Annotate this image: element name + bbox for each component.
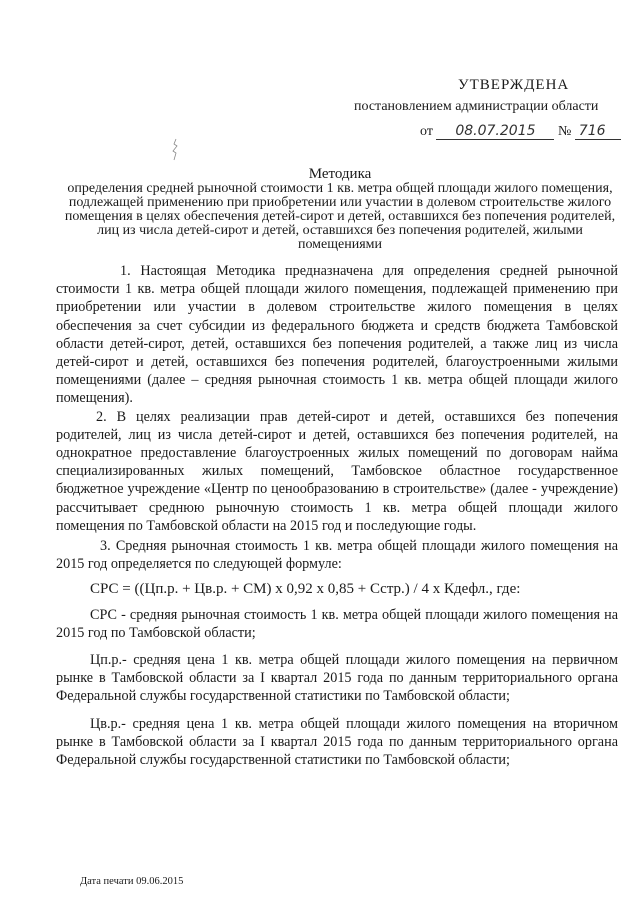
- document-title: Методика: [308, 166, 372, 182]
- handwritten-date: 08.07.2015: [436, 123, 554, 140]
- approval-block: [340, 76, 620, 142]
- approved-title: УТВЕРЖДЕНА: [458, 77, 570, 93]
- print-date: Дата печати 09.06.2015: [80, 876, 184, 887]
- from-label: от: [420, 124, 433, 139]
- pen-mark: [170, 138, 180, 162]
- definition-cpr: Цп.р.- средняя цена 1 кв. метра общей площади жилого помещения на первичном рынке в Тамбовской области за I квартал 2015 года по данным территориального органа Федеральной службы государственной статистики по Тамбовской области;: [56, 652, 618, 705]
- paragraph-2: 2. В целях реализации прав детей-сирот и детей, оставшихся без попечения родителей, лиц из числа детей-сирот и детей, оставшихся без попечения родителей, на однократное предоставление благоустроенных жилых помещений по договорам найма специализированных жилых помещений, Тамбовское областное государственное бюджетное учреждение «Центр по ценообразованию в строительстве» (далее - учреждение) рассчитывает среднюю рыночную стоимость 1 кв. метра общей площади жилого помещения по Тамбовской области на 2015 год и последующие годы.: [56, 408, 618, 534]
- document-subtitle: определения средней рыночной стоимости 1 кв. метра общей площади жилого помещения, подлежащей применению при приобретении или участии в долевом строительстве жилого помещения в целях обеспечения детей-сирот и детей, оставшихся без попечения родителей, лиц из числа детей-сирот и детей, оставшихся без попечения родителей, жилыми помещениями: [64, 181, 616, 252]
- definition-src: СРС - средняя рыночная стоимость 1 кв. метра общей площади жилого помещения на 2015 год по Тамбовской области;: [56, 606, 618, 641]
- approval-date-line: [420, 122, 620, 142]
- approved-by: постановлением администрации области: [354, 99, 599, 114]
- paragraph-1: 1. Настоящая Методика предназначена для определения средней рыночной стоимости 1 кв. метра общей площади жилого помещения, подлежащей применению при приобретении или участии в долевом строительстве жилого помещения в целях обеспечения за счет субсидии из федерального бюджета и средств бюджета Тамбовской области детей-сирот, детей, оставшихся без попечения родителей, а также лиц из числа детей-сирот и детей, оставшихся без попечения родителей, благоустроенными жилыми помещениями (далее – средняя рыночная стоимость 1 кв. метра общей площади жилого помещения).: [56, 263, 618, 407]
- paragraph-3: 3. Средняя рыночная стоимость 1 кв. метра общей площади жилого помещения на 2015 год определяется по следующей формуле:: [56, 538, 618, 573]
- number-label: №: [557, 124, 572, 139]
- document-body: [56, 262, 618, 769]
- formula: СРС = ((Цп.р. + Цв.р. + СМ) х 0,92 х 0,85 + Сстр.) / 4 х Кдефл., где:: [90, 581, 521, 598]
- definition-cvr: Цв.р.- средняя цена 1 кв. метра общей площади жилого помещения на вторичном рынке в Тамбовской области за I квартал 2015 года по данным территориального органа Федеральной службы государственной статистики по Тамбовской области;: [56, 715, 618, 769]
- handwritten-number: 716: [575, 123, 621, 140]
